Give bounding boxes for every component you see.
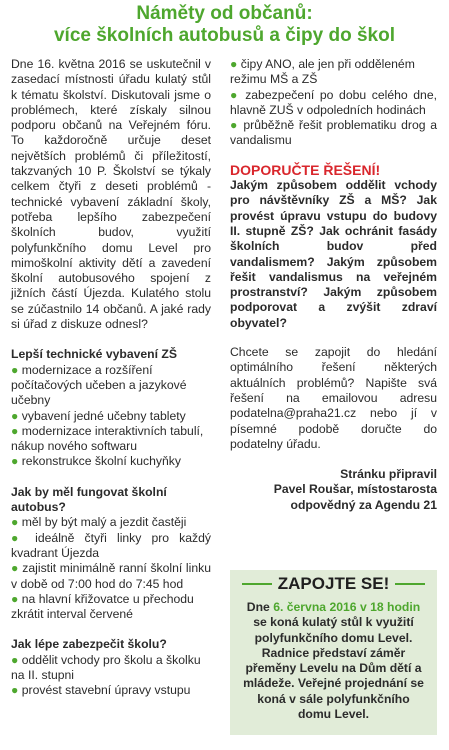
bullet-icon: ● [11,515,22,530]
section-heading: Jak lépe zabezpečit školu? [11,637,167,652]
right-column [230,57,437,513]
event-date: 6. června 2016 v 18 hodin [273,600,421,614]
bullet-icon: ● [11,530,36,545]
bullet-icon: ● [11,591,22,606]
bullet-icon: ● [11,561,23,576]
callout-box [230,570,437,735]
bullet-icon: ● [11,652,22,667]
section-heading: Lepší technické vybavení ZŠ [11,347,177,362]
section-school-bus [11,485,211,623]
signature-line: odpovědný za Agendu 21 [290,497,437,512]
questions-paragraph: Jakým způsobem oddělit vchody pro návštěvníky ZŠ a MŠ? Jak provést úpravu vstupu do budovy II. stupně ZŠ? Jak ochránit fasády školních budov před vandalismem? Jakým způsobem řešit vandalismus na veřejném prostranství? Jakým způsobem podporovat a zvýšit zdraví obyvatel? [230,178,437,330]
invite-paragraph: Chcete se zapojit do hledání optimálního řešení některých aktuálních problémů? Napište svá řešení na emailovou adresu podatelna@praha21.cz nebo jí v písemné podobě doručte do podatelny úřadu. [230,345,437,451]
bullet-icon: ● [230,57,241,71]
bullet-icon: ● [230,118,244,133]
list-item: ● zajistit minimálně ranní školní linku v době od 7:00 hod do 7:45 hod [11,561,211,591]
bullet-icon: ● [230,87,246,102]
list-item: ● modernizace interaktivních tabulí, nákup nového softwaru [11,423,204,454]
list-item: ● měl by být malý a jezdit častěji [11,515,187,530]
bullet-icon: ● [11,683,22,698]
recommend-heading: DOPORUČTE ŘEŠENÍ! [230,161,381,178]
list-item: ● na hlavní křižovatce u přechodu zkrátit interval červené [11,591,194,622]
bullet-icon: ● [11,408,22,423]
list-item: ● provést stavební úpravy vstupu [11,683,191,698]
list-item: ● rekonstrukce školní kuchyňky [11,454,181,469]
title-line-2: více školních autobusů a čipy do škol [53,25,396,46]
list-item: ● ideálně čtyři linky pro každý kvadrant Újezda [11,530,211,560]
section-heading: Jak by měl fungovat školní autobus? [11,484,167,515]
list-item: ● modernizace a rozšíření počítačových učeben a jazykové učebny [11,362,187,408]
divider [242,583,272,585]
page-title [0,0,449,47]
list-item: ● čipy ANO, ale jen při odděleném režimu MŠ a ZŠ [230,57,415,87]
section-equipment [11,347,211,469]
bullet-icon: ● [11,454,22,469]
signature [230,467,437,513]
title-line-1: Náměty od občanů: [136,3,313,24]
signature-line: Stránku připravil [340,467,437,482]
divider [395,583,425,585]
bullet-icon: ● [11,362,22,377]
intro-paragraph: Dne 16. května 2016 se uskutečnil v zasedací místnosti úřadu kulatý stůl k tématu školství. Diskutovali jsme o problémech, které získaly silnou podporu občanů na Veřejném fóru. To každoročně určuje deset největších problémů či příležitostí, takzvaných 10 P. Školství se týkaly celkem čtyři z deseti problémů - technické vybavení základní školy, potřeba lepšího zabezpečení školních budov, využití polyfunkčního domu Level pro mimoškolní aktivity dětí a zavedení školní autobusového spojení z jižních částí Újezda. Kulatého stolu se zúčastnilo 14 občanů. A jaké rady si úřad z diskuze odnesl? [11,57,211,332]
callout-text: Dne 6. června 2016 v 18 hodin se koná kulatý stůl k využití polyfunkčního domu Level. Radnice představí záměr přeměny Levelu na Dům dětí a mládeže. Veřejné projednání se koná v sále polyfunkčního domu Level. [243,600,424,722]
callout-heading: ZAPOJTE SE! [230,574,437,594]
section-security [11,637,211,698]
list-item: ● průběžně řešit problematiku drog a vandalismu [230,118,437,148]
bullet-icon: ● [11,423,22,438]
left-column [11,57,211,699]
list-item: ● oddělit vchody pro školu a školku na II. stupni [11,652,201,682]
list-item: ● zabezpečení po dobu celého dne, hlavně ZUŠ v odpoledních hodinách [230,87,438,117]
list-item: ● vybavení jedné učebny tablety [11,408,186,423]
signature-line: Pavel Roušar, místostarosta [273,482,437,497]
